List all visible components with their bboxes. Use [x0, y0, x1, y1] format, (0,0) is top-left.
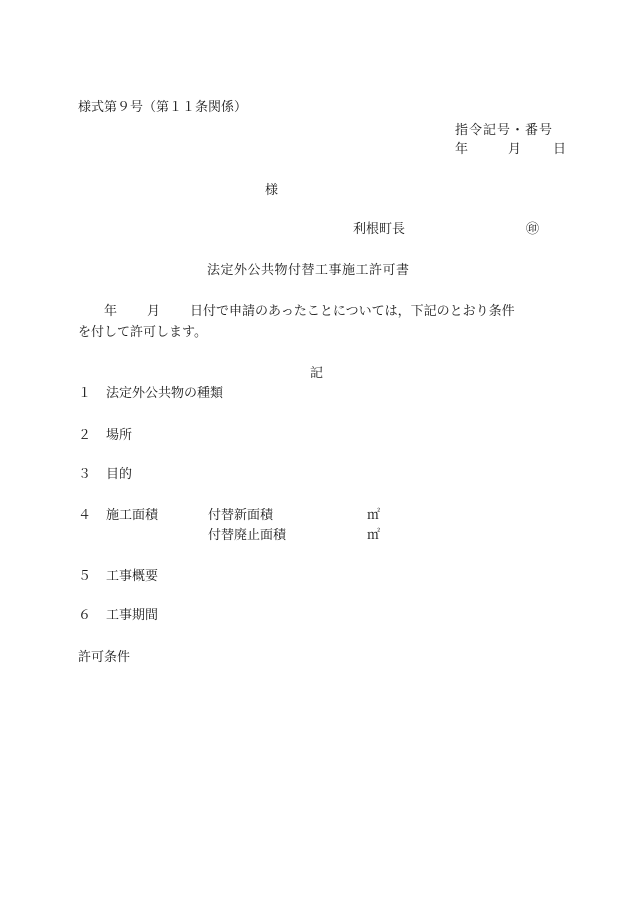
- item-label: 場所: [106, 428, 133, 443]
- item-number: １: [78, 386, 92, 401]
- item-number: ５: [78, 569, 92, 584]
- body-line-1: [78, 304, 515, 320]
- date-month: 月: [508, 142, 522, 157]
- item-label: 法定外公共物の種類: [106, 386, 224, 401]
- abolish-area-label: 付替廃止面積: [208, 528, 287, 543]
- item-label: 工事期間: [106, 608, 159, 623]
- form-label: 様式第９号（第１１条関係）: [78, 100, 248, 115]
- item-row: [78, 428, 132, 444]
- item-number: ４: [78, 508, 92, 523]
- conditions-heading: 許可条件: [78, 650, 131, 665]
- document-title: 法定外公共物付替工事施工許可書: [207, 263, 410, 278]
- seal-mark: ㊞: [526, 222, 540, 237]
- body-month: 月: [147, 304, 161, 319]
- item-label: 目的: [106, 467, 133, 482]
- new-area-label: 付替新面積: [208, 508, 274, 523]
- item-label: 工事概要: [106, 569, 159, 584]
- addressee-honorific: 様: [265, 183, 279, 198]
- date-year: 年: [455, 142, 469, 157]
- item-label: 施工面積: [106, 508, 159, 523]
- item-row: [78, 386, 223, 402]
- item-number: ２: [78, 428, 92, 443]
- issue-date: [455, 142, 566, 158]
- item-row: [78, 608, 158, 624]
- item-row: [78, 467, 132, 483]
- abolish-area-unit: ㎡: [367, 528, 381, 543]
- ki-heading: 記: [310, 366, 324, 381]
- body-text: 日付で申請のあったことについては，下記のとおり条件: [190, 304, 515, 319]
- item-row: [78, 569, 158, 585]
- reference-number: 指令記号・番号: [455, 123, 554, 138]
- item-number: ３: [78, 467, 92, 482]
- new-area-unit: ㎡: [367, 508, 381, 523]
- item-row: [78, 508, 158, 524]
- issuer-name: 利根町長: [353, 222, 406, 237]
- date-day: 日: [553, 142, 567, 157]
- body-year: 年: [104, 304, 118, 319]
- item-number: ６: [78, 608, 92, 623]
- body-line-2: を付して許可します。: [78, 325, 207, 340]
